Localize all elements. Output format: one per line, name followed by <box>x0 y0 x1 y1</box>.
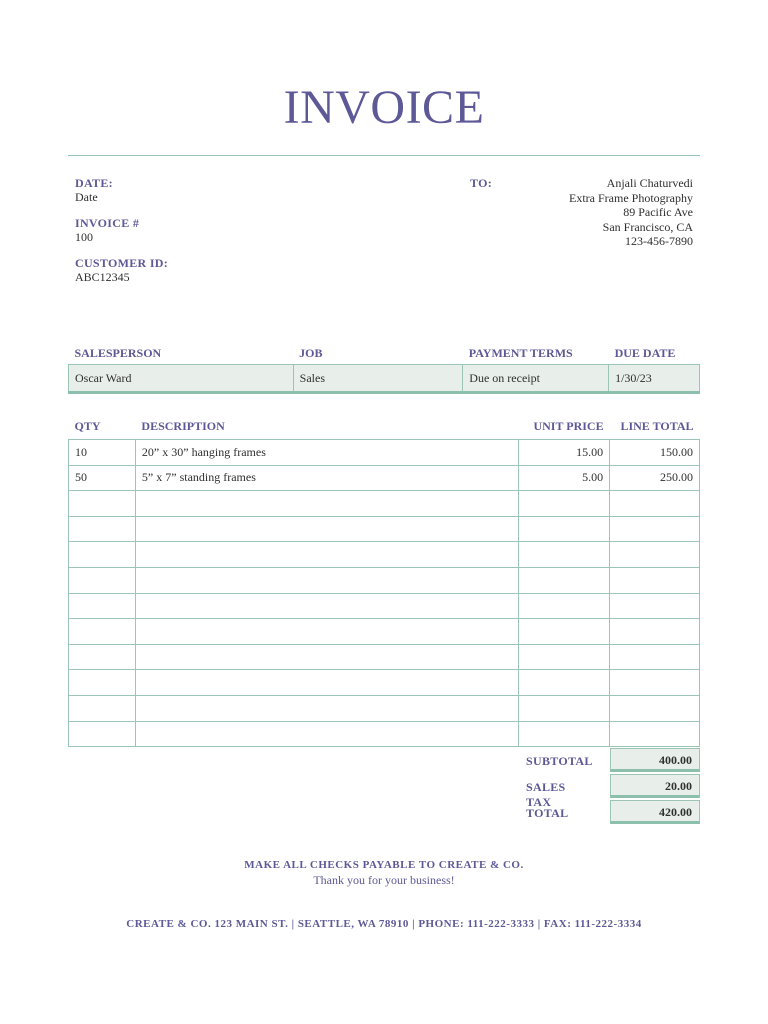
title-divider <box>68 155 700 156</box>
total-value: 420.00 <box>610 800 700 824</box>
qty-cell <box>69 542 136 568</box>
table-row <box>69 567 700 593</box>
date-label: DATE: <box>75 176 113 190</box>
qty-cell <box>69 721 136 747</box>
line-total-cell <box>610 593 700 619</box>
invoice-title: INVOICE <box>283 81 485 134</box>
line-total-cell <box>610 567 700 593</box>
to-label: TO: <box>470 176 493 190</box>
qty-cell: 50 <box>69 465 136 491</box>
line-total-cell <box>610 619 700 645</box>
sales-tax-value: 20.00 <box>610 774 700 798</box>
recipient-city: San Francisco, CA <box>602 219 693 234</box>
qty-cell <box>69 491 136 517</box>
unit-price-cell <box>519 721 610 747</box>
line-total-cell <box>610 542 700 568</box>
description-cell: 5” x 7” standing frames <box>135 465 518 491</box>
customer-id-value: ABC12345 <box>75 270 130 284</box>
recipient-street: 89 Pacific Ave <box>623 205 693 219</box>
qty-cell: 10 <box>69 440 136 466</box>
table-row <box>69 721 700 747</box>
total-label: TOTAL <box>526 806 569 820</box>
qty-cell <box>69 516 136 542</box>
line-items-table <box>68 414 700 747</box>
unit-price-cell <box>519 516 610 542</box>
line-total-cell <box>610 695 700 721</box>
checks-payable-note: MAKE ALL CHECKS PAYABLE TO CREATE & CO. <box>244 859 524 871</box>
job-table <box>68 342 700 394</box>
unit-price-cell <box>519 593 610 619</box>
description-cell <box>135 644 518 670</box>
subtotal-label: SUBTOTAL <box>526 754 593 768</box>
qty-cell <box>69 567 136 593</box>
unit-price-cell <box>519 670 610 696</box>
sales-tax-label: SALES TAX <box>526 780 566 809</box>
line-total-cell <box>610 491 700 517</box>
description-cell <box>135 567 518 593</box>
description-cell <box>135 593 518 619</box>
qty-header: QTY <box>74 419 101 433</box>
unit-price-cell: 15.00 <box>519 440 610 466</box>
job-row <box>69 365 700 393</box>
table-row <box>69 670 700 696</box>
invoice-number-value: 100 <box>75 230 93 244</box>
recipient-company: Extra Frame Photography <box>569 190 693 205</box>
recipient-name: Anjali Chaturvedi <box>606 176 693 190</box>
line-total-cell <box>610 670 700 696</box>
due-date-cell: 1/30/23 <box>609 365 700 393</box>
qty-cell <box>69 593 136 619</box>
unit-price-cell <box>519 619 610 645</box>
table-row <box>69 644 700 670</box>
table-row <box>69 619 700 645</box>
unit-price-cell <box>519 542 610 568</box>
description-header: DESCRIPTION <box>141 419 225 433</box>
unit-price-header: UNIT PRICE <box>533 419 604 433</box>
table-row <box>69 465 700 491</box>
date-value: Date <box>75 190 98 204</box>
unit-price-cell <box>519 695 610 721</box>
job-cell: Sales <box>293 365 463 393</box>
description-cell <box>135 721 518 747</box>
qty-cell <box>69 695 136 721</box>
line-total-cell <box>610 721 700 747</box>
description-cell <box>135 695 518 721</box>
description-cell <box>135 619 518 645</box>
table-row <box>69 695 700 721</box>
company-footer: CREATE & CO. 123 MAIN ST. | SEATTLE, WA 78910 | PHONE: 111-222-3333 | FAX: 111-222-3334 <box>126 918 642 930</box>
table-row <box>69 542 700 568</box>
description-cell: 20” x 30” hanging frames <box>135 440 518 466</box>
qty-cell <box>69 670 136 696</box>
subtotal-value: 400.00 <box>610 748 700 772</box>
invoice-number-label: INVOICE # <box>75 216 140 230</box>
line-total-cell <box>610 516 700 542</box>
table-row <box>69 516 700 542</box>
unit-price-cell: 5.00 <box>519 465 610 491</box>
table-row <box>69 593 700 619</box>
unit-price-cell <box>519 644 610 670</box>
table-row <box>69 440 700 466</box>
description-cell <box>135 670 518 696</box>
line-total-cell: 250.00 <box>610 465 700 491</box>
recipient-address <box>569 176 693 249</box>
description-cell <box>135 542 518 568</box>
description-cell <box>135 516 518 542</box>
invoice-info <box>75 176 168 296</box>
description-cell <box>135 491 518 517</box>
line-total-cell: 150.00 <box>610 440 700 466</box>
line-total-header: LINE TOTAL <box>620 419 694 433</box>
table-row <box>69 491 700 517</box>
unit-price-cell <box>519 567 610 593</box>
qty-cell <box>69 644 136 670</box>
salesperson-cell: Oscar Ward <box>69 365 294 393</box>
thank-you-note: Thank you for your business! <box>313 873 455 887</box>
payment-terms-header: PAYMENT TERMS <box>468 345 573 360</box>
due-date-header: DUE DATE <box>614 345 676 360</box>
customer-id-label: CUSTOMER ID: <box>75 256 169 270</box>
salesperson-header: SALESPERSON <box>74 345 162 360</box>
payment-terms-cell: Due on receipt <box>463 365 609 393</box>
job-header: JOB <box>299 345 323 360</box>
recipient-phone: 123-456-7890 <box>625 234 693 248</box>
unit-price-cell <box>519 491 610 517</box>
line-total-cell <box>610 644 700 670</box>
qty-cell <box>69 619 136 645</box>
